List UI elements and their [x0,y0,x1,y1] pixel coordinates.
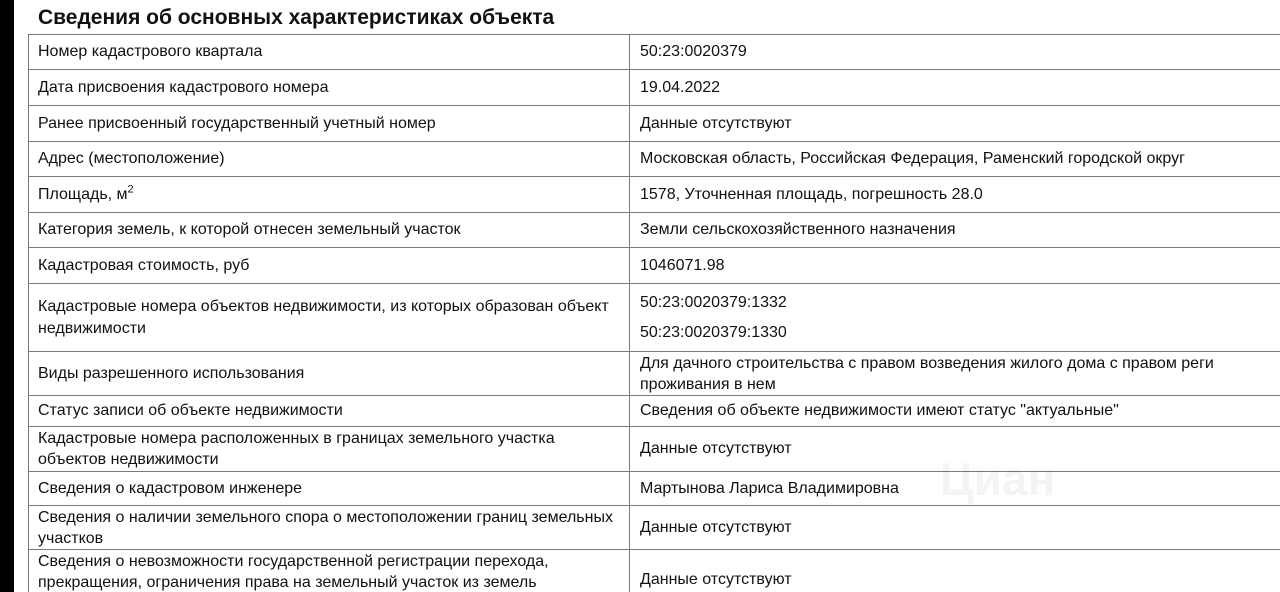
row-value [630,284,1280,351]
row-label: Кадастровая стоимость, руб [29,248,630,283]
row-label: Кадастровые номера объектов недвижимости, из которых образован объект недвижимости [29,284,630,351]
row-value [630,142,1280,176]
row-value [630,427,1280,471]
row-value [630,177,1280,212]
table-row-land-category [28,213,1280,248]
area-label-text: Площадь, м [38,185,128,203]
row-label: Сведения о невозможности государственной регистрации перехода, прекращения, ограничения права на земельный участок из земель [29,550,630,592]
row-value-line: 50:23:0020379:1330 [640,323,787,341]
row-label: Номер кадастрового квартала [29,35,630,69]
left-black-edge [0,0,14,592]
row-value-line: Для дачного строительства с правом возведения жилого дома с правом реги [640,354,1214,372]
row-value-line: Данные отсутствуют [640,571,792,588]
table-row-address [28,142,1280,177]
row-value-line: Данные отсутствуют [640,440,792,457]
row-value-line: проживания в нем [640,375,776,393]
row-value [630,352,1280,395]
row-label: Дата присвоения кадастрового номера [29,70,630,105]
table-row-permitted-use [28,352,1280,396]
row-value [630,106,1280,141]
row-label [29,177,630,212]
table-row-located-objects [28,427,1280,472]
page-title: Сведения об основных характеристиках объекта [38,6,555,29]
row-value-line: Данные отсутствуют [640,114,792,132]
row-label: Ранее присвоенный государственный учетный номер [29,106,630,141]
row-value [630,35,1280,69]
row-label: Виды разрешенного использования [29,352,630,395]
table-row-land-dispute [28,506,1280,550]
row-label: Статус записи об объекте недвижимости [29,396,630,426]
row-label: Сведения о кадастровом инженере [29,472,630,505]
row-value-line: Мартынова Лариса Владимировна [640,479,899,497]
row-value [630,506,1280,549]
row-value-line: 50:23:0020379:1332 [640,293,787,311]
row-label: Сведения о наличии земельного спора о местоположении границ земельных участков [29,506,630,549]
table-row-assignment-date [28,70,1280,106]
area-unit-superscript: 2 [127,183,134,196]
table-row-record-status [28,396,1280,427]
table-row-area [28,177,1280,213]
row-value-line: Сведения об объекте недвижимости имеют статус "актуальные" [640,402,1119,419]
table-row-registration-impossibility [28,550,1280,592]
row-value [630,396,1280,426]
row-value-line: 50:23:0020379 [640,43,747,60]
table-row-source-objects [28,284,1280,352]
row-value-line: 19.04.2022 [640,78,721,96]
row-value [630,248,1280,283]
row-label: Кадастровые номера расположенных в границах земельного участка объектов недвижимости [29,427,630,471]
row-value-line: Земли сельскохозяйственного назначения [640,221,956,238]
table-row-previous-number [28,106,1280,142]
row-label: Адрес (местоположение) [29,142,630,176]
row-value-line: Данные отсутствуют [640,518,792,536]
table-row-cadastral-engineer [28,472,1280,506]
row-value-line: 1046071.98 [640,256,725,274]
row-value [630,70,1280,105]
row-value [630,550,1280,592]
row-value [630,472,1280,505]
row-value [630,213,1280,247]
row-value-line: 1578, Уточненная площадь, погрешность 28.0 [640,185,983,203]
row-label: Категория земель, к которой отнесен земельный участок [29,213,630,247]
characteristics-table [28,34,1280,592]
table-row-cadastral-value [28,248,1280,284]
row-value-line: Московская область, Российская Федерация, Раменский городской округ [640,150,1185,167]
table-row-cadastral-quarter [28,35,1280,70]
